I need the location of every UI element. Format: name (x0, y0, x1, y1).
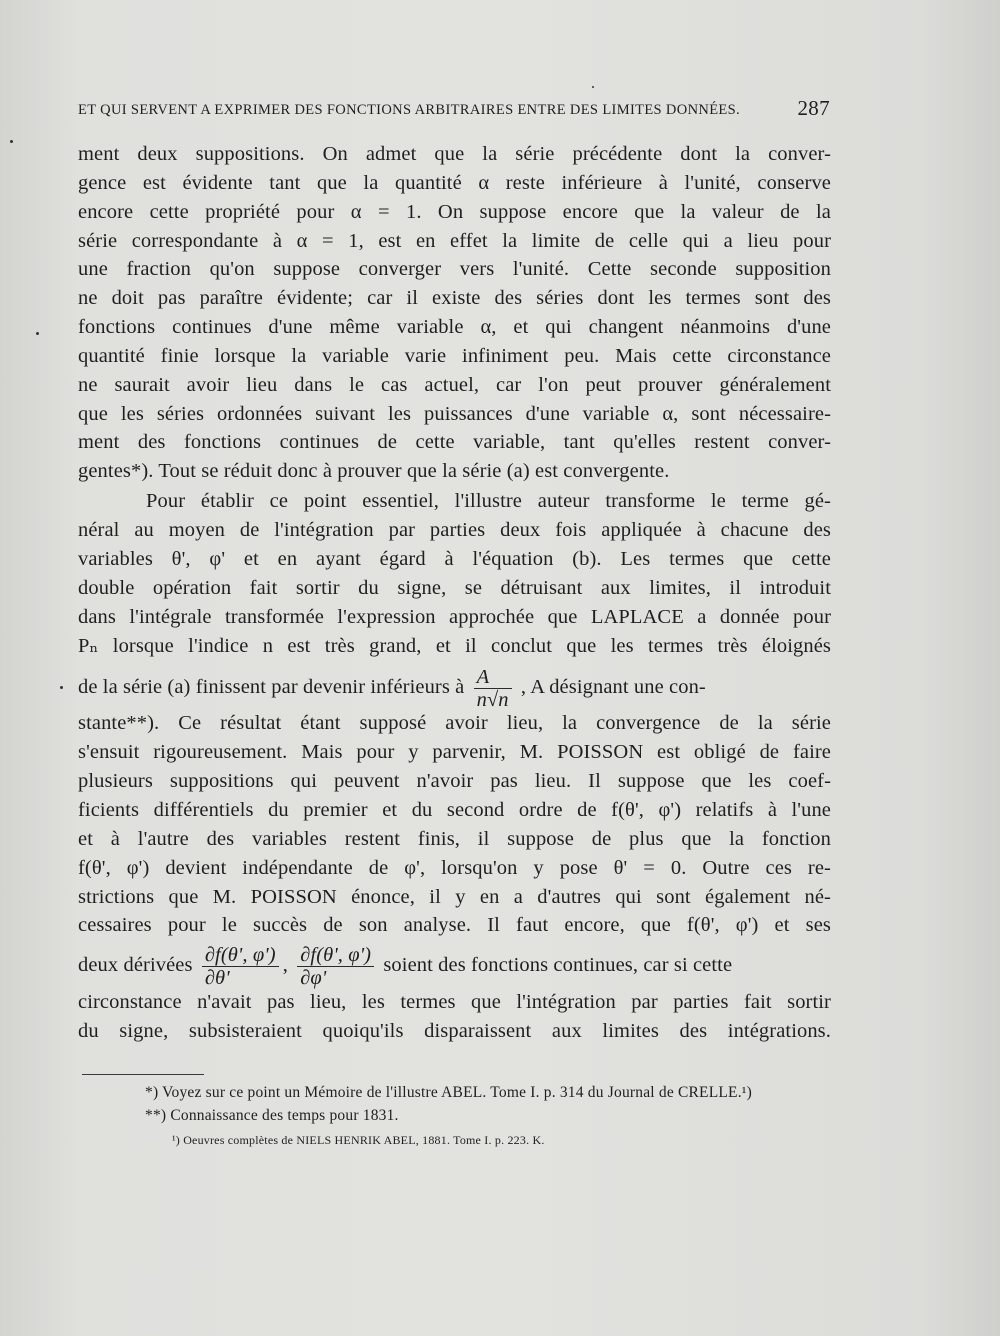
fraction-denominator: ∂θ' (204, 966, 230, 989)
derivative-line-after: soient des fonctions continues, car si cette (383, 954, 733, 976)
scan-speck (592, 86, 594, 88)
text-line: Pₙ lorsque l'indice n est très grand, et il conclut que les termes très éloignés (78, 635, 831, 657)
text-line: et à l'autre des variables restent finis, il suppose de plus que la fonction (78, 828, 831, 850)
page-number: 287 (797, 96, 830, 120)
footnote-abel: *) Voyez sur ce point un Mémoire de l'illustre ABEL. Tome I. p. 314 du Journal de CRELLE.¹) (145, 1084, 753, 1101)
fraction-line-before: de la série (a) finissent par devenir inférieurs à (78, 676, 465, 699)
fraction-denominator: ∂φ' (300, 966, 327, 989)
footnote-editor: ¹) Oeuvres complètes de NIELS HENRIK ABEL, 1881. Tome I. p. 223. K. (172, 1133, 545, 1147)
paragraph-first-line: Pour établir ce point essentiel, l'illustre auteur transforme le terme gé- (146, 490, 831, 512)
text-line: ment deux suppositions. On admet que la série précédente dont la conver- (78, 143, 831, 165)
partial-derivative-phi (297, 944, 374, 989)
scan-speck (10, 140, 13, 143)
text-line: que les séries ordonnées suivant les puissances d'une variable α, sont nécessaire- (78, 403, 831, 425)
running-title: ET QUI SERVENT A EXPRIMER DES FONCTIONS ARBITRAIRES ENTRE DES LIMITES DONNÉES. (78, 102, 741, 118)
running-header (78, 96, 830, 124)
text-line: circonstance n'avait pas lieu, les termes que l'intégration par parties fait sortir (78, 991, 831, 1013)
partial-derivative-theta (202, 944, 279, 989)
text-line: plusieurs suppositions qui peuvent n'avoir pas lieu. Il suppose que les coef- (78, 770, 831, 792)
fraction-denominator: n√n (476, 689, 509, 711)
text-line: gentes*). Tout se réduit donc à prouver que la série (a) est convergente. (78, 460, 670, 482)
text-line: gence est évidente tant que la quantité α reste inférieure à l'unité, conserve (78, 172, 831, 194)
text-line: dans l'intégrale transformée l'expression approchée que LAPLACE a donnée pour (78, 606, 831, 628)
text-line: cessaires pour le succès de son analyse. Il faut encore, que f(θ', φ') et ses (78, 914, 831, 936)
text-line: du signe, subsisteraient quoiqu'ils disparaissent aux limites des intégrations. (78, 1020, 831, 1042)
fraction-line-after: , A désignant une con- (520, 676, 706, 699)
text-line: double opération fait sortir du signe, se détruisant aux limites, il introduit (78, 577, 831, 599)
text-line: ment des fonctions continues de cette variable, tant qu'elles restent conver- (78, 431, 831, 453)
text-line: variables θ', φ' et en ayant égard à l'équation (b). Les termes que cette (78, 548, 831, 570)
footnote-rule (82, 1074, 204, 1075)
fraction-numerator: ∂f(θ', φ') (297, 944, 374, 967)
fraction-numerator: ∂f(θ', φ') (202, 944, 279, 967)
text-line: néral au moyen de l'intégration par parties deux fois appliquée à chacune des (78, 519, 831, 541)
scan-speck (36, 332, 39, 335)
text-line: ne saurait avoir lieu dans le cas actuel, car l'on peut prouver généralement (78, 374, 831, 396)
text-line: fonctions continues d'une même variable α, et qui changent néanmoins d'une (78, 316, 831, 338)
fraction-a-over-n-root-n (474, 666, 512, 711)
text-line: encore cette propriété pour α = 1. On suppose encore que la valeur de la (78, 201, 831, 223)
text-line: s'ensuit rigoureusement. Mais pour y parvenir, M. POISSON est obligé de faire (78, 741, 831, 763)
text-line: stante**). Ce résultat étant supposé avoir lieu, la convergence de la série (78, 712, 831, 734)
fraction-numerator: A (474, 666, 512, 689)
fraction-line (78, 666, 831, 711)
text-line: série correspondante à α = 1, est en effet la limite de celle qui a lieu pour (78, 230, 831, 252)
text-line: f(θ', φ') devient indépendante de φ', lorsqu'on y pose θ' = 0. Outre ces re- (78, 857, 831, 879)
text-line: une fraction qu'on suppose converger vers l'unité. Cette seconde supposition (78, 258, 831, 280)
scan-speck (60, 686, 63, 689)
derivative-line-before: deux dérivées (78, 954, 193, 976)
derivative-line (78, 942, 831, 988)
derivative-separator: , (282, 954, 288, 976)
footnote-connaissance: **) Connaissance des temps pour 1831. (145, 1107, 399, 1124)
text-line: ne doit pas paraître évidente; car il existe des séries dont les termes sont des (78, 287, 831, 309)
text-line: ficients différentiels du premier et du second ordre de f(θ', φ') relatifs à l'une (78, 799, 831, 821)
text-line: strictions que M. POISSON énonce, il y en a d'autres qui sont également né- (78, 886, 831, 908)
text-line: quantité finie lorsque la variable varie infiniment peu. Mais cette circonstance (78, 345, 831, 367)
